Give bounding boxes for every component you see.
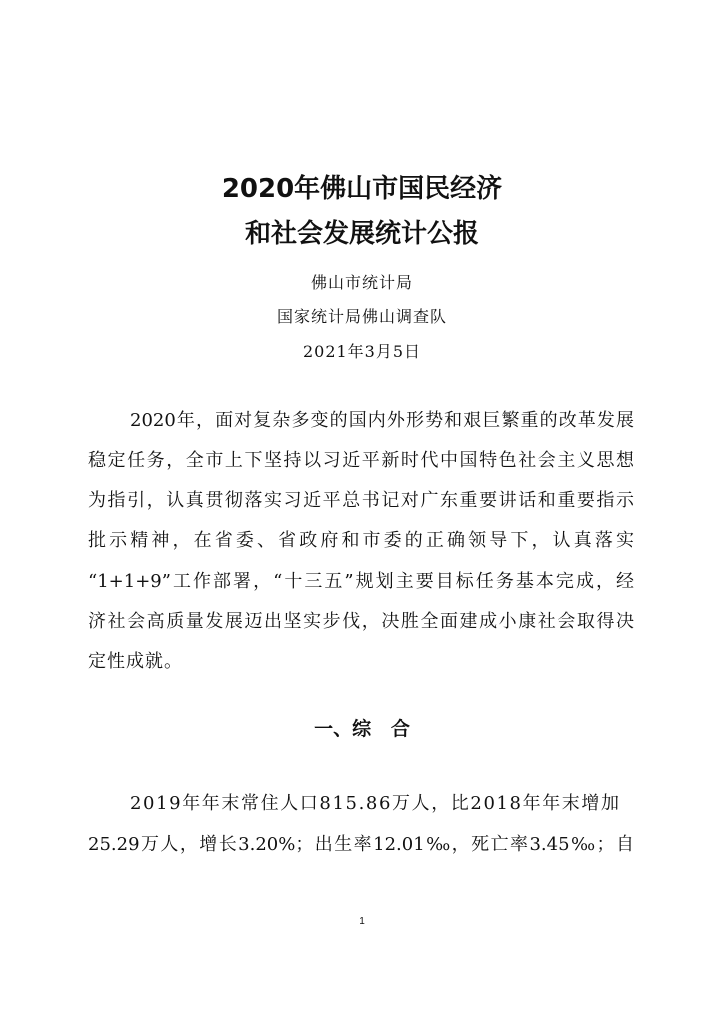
issuer-2: 国家统计局佛山调查队	[276, 307, 447, 326]
issuer-1: 佛山市统计局	[310, 273, 413, 292]
publish-date: 2021年3月5日	[302, 342, 422, 361]
report-title-line-1: 2020年佛山市国民经济	[221, 174, 503, 204]
section-heading: 一、综 合	[314, 718, 410, 740]
paragraph-line: 2020年，面对复杂多变的国内外形势和艰巨繁重的改革发展	[130, 410, 634, 431]
paragraph-line: 济社会高质量发展迈出坚实步伐，决胜全面建成小康社会取得决	[88, 611, 634, 632]
paragraph-line: 2019年年末常住人口815.86万人，比2018年年末增加	[130, 793, 621, 814]
paragraph-line: 批示精神，在省委、省政府和市委的正确领导下，认真落实	[88, 530, 634, 551]
paragraph-line: “1+1+9”工作部署，“十三五”规划主要目标任务基本完成，经	[88, 571, 634, 592]
paragraph-line: 稳定任务，全市上下坚持以习近平新时代中国特色社会主义思想	[88, 450, 634, 471]
paragraph-line: 定性成就。	[88, 651, 183, 672]
paragraph-line: 为指引，认真贯彻落实习近平总书记对广东重要讲话和重要指示	[88, 490, 634, 511]
report-title-line-2: 和社会发展统计公报	[244, 219, 479, 249]
page-number: 1	[359, 916, 365, 927]
paragraph-line: 25.29万人，增长3.20%；出生率12.01‰，死亡率3.45‰；自	[88, 834, 634, 855]
